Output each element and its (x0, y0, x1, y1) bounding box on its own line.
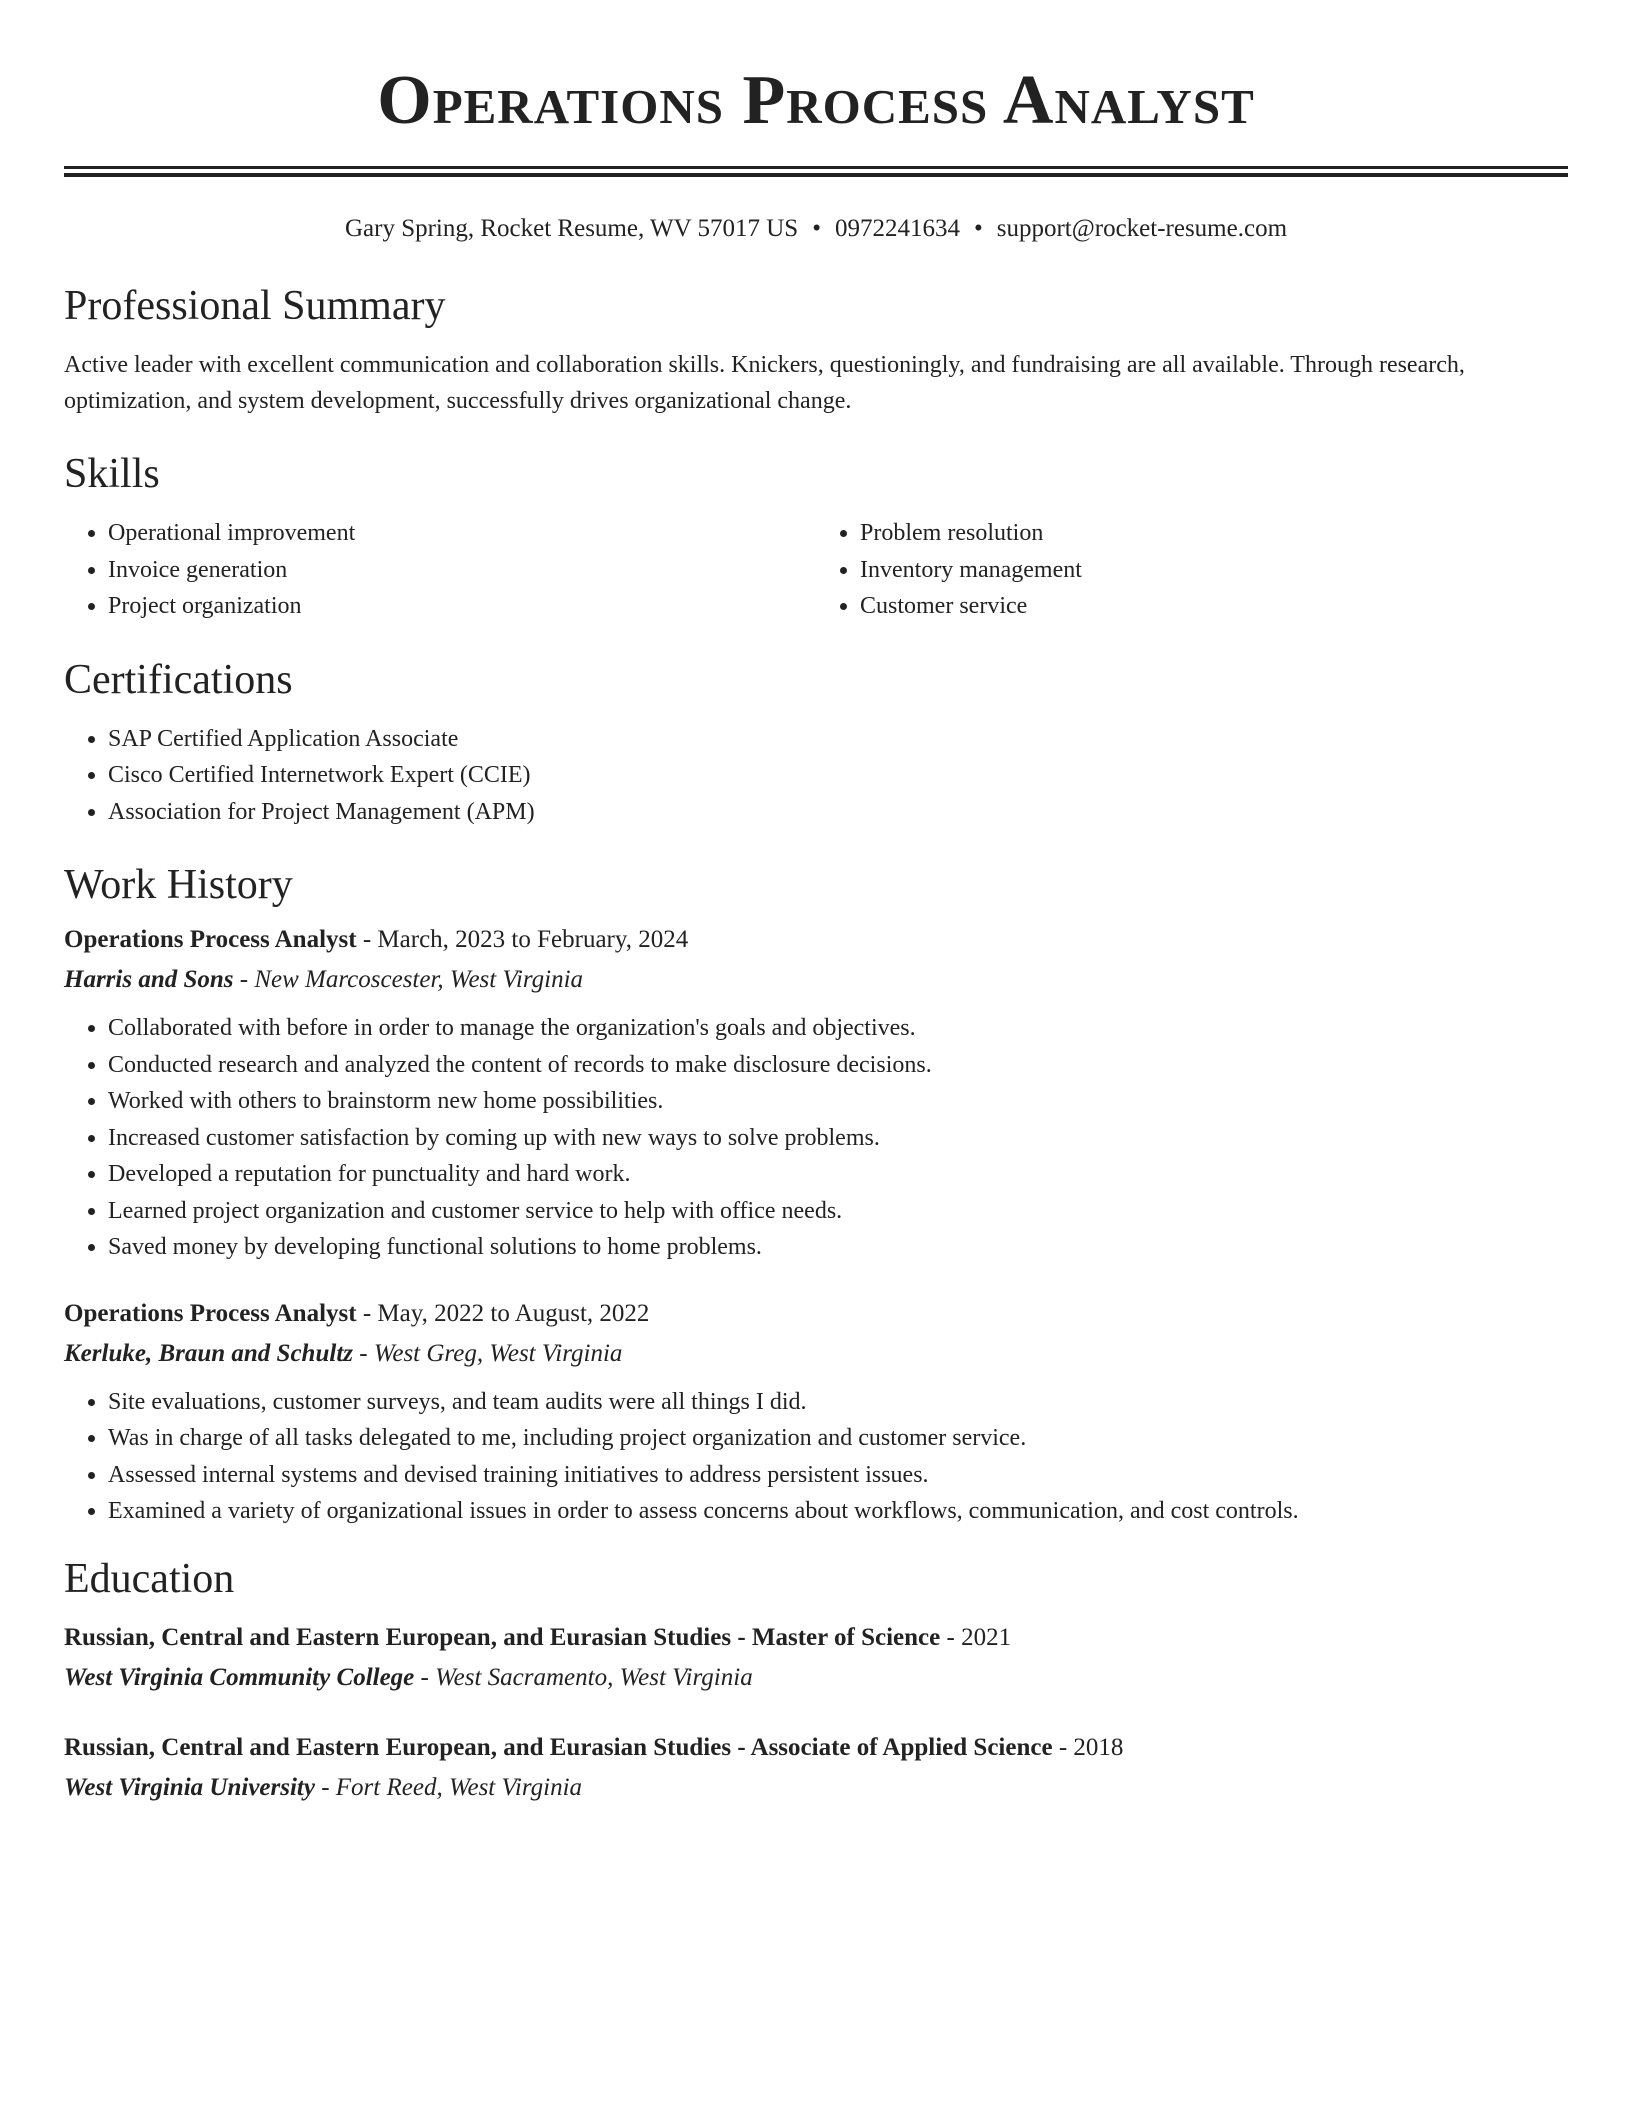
contact-address: Gary Spring, Rocket Resume, WV 57017 US (344, 215, 799, 242)
resume-title: Operations Process Analyst (377, 62, 1255, 139)
title-double-rule (64, 166, 1568, 177)
job-bullet: • Learned project organization and customer service to help with office needs. (108, 1193, 1568, 1230)
job-header (64, 920, 1568, 960)
skill-item: • Customer service (860, 588, 1568, 625)
job-title: Operations Process Analyst (64, 1299, 357, 1327)
education-year: 2021 (961, 1623, 1012, 1651)
job-title: Operations Process Analyst (64, 926, 357, 953)
resume-page (64, 0, 1568, 1808)
job-bullet: • Assessed internal systems and devised training initiatives to address persistent issues. (108, 1457, 1568, 1494)
job-dash: - (233, 966, 255, 993)
job-dash: - (353, 1339, 374, 1367)
skills-heading: Skills (64, 451, 160, 497)
work-history-heading: Work History (64, 862, 293, 908)
education-year: 2018 (1073, 1733, 1124, 1761)
job-bullet: • Conducted research and analyzed the content of records to make disclosure decisions. (108, 1047, 1568, 1084)
education-header (64, 1618, 1568, 1658)
skill-item: • Project organization (108, 588, 816, 625)
job-bullet: • Saved money by developing functional solutions to home problems. (108, 1229, 1568, 1266)
skill-item: • Problem resolution (860, 515, 1568, 552)
education-degree: Russian, Central and Eastern European, and Eurasian Studies - Master of Science (64, 1623, 941, 1651)
job-bullets (64, 1010, 1568, 1266)
job-location: West Greg, West Virginia (373, 1339, 623, 1367)
contact-separator: • (812, 215, 821, 242)
job-bullets (64, 1384, 1568, 1530)
education-school: West Virginia Community College (64, 1663, 415, 1691)
certification-item: • SAP Certified Application Associate (108, 721, 1568, 758)
certifications-heading: Certifications (64, 656, 293, 703)
education-header (64, 1728, 1568, 1768)
job-company: Harris and Sons (64, 966, 234, 993)
skill-item: • Operational improvement (108, 515, 816, 552)
skill-item: • Inventory management (860, 552, 1568, 589)
education-school-line (64, 1658, 1568, 1698)
education-dash: - (940, 1623, 962, 1651)
job-company: Kerluke, Braun and Schultz (64, 1339, 353, 1367)
job-bullet: • Examined a variety of organizational issues in order to assess concerns about workflows, communication, and cost controls. (108, 1493, 1568, 1530)
contact-phone: 0972241634 (834, 215, 960, 242)
contact-line (64, 213, 1568, 245)
certification-item: • Cisco Certified Internetwork Expert (CCIE) (108, 757, 1568, 794)
job-bullet: • Increased customer satisfaction by coming up with new ways to solve problems. (108, 1120, 1568, 1157)
job-bullet: • Site evaluations, customer surveys, and team audits were all things I did. (108, 1384, 1568, 1421)
certification-item: • Association for Project Management (APM) (108, 794, 1568, 831)
contact-email: support@rocket-resume.com (996, 215, 1288, 242)
job-dash: - (356, 926, 378, 953)
job-dates: May, 2022 to August, 2022 (377, 1299, 650, 1327)
education-dash: - (314, 1773, 336, 1801)
education-heading: Education (64, 1555, 235, 1602)
education-dash: - (1052, 1733, 1074, 1761)
job-bullet: • Collaborated with before in order to manage the organization's goals and objectives. (108, 1010, 1568, 1047)
skills-grid (64, 515, 1568, 625)
job-bullet: • Worked with others to brainstorm new home possibilities. (108, 1083, 1568, 1120)
education-location: Fort Reed, West Virginia (335, 1773, 583, 1801)
job-employer (64, 1334, 1568, 1374)
education-degree: Russian, Central and Eastern European, and Eurasian Studies - Associate of Applied Science (64, 1733, 1053, 1761)
job-employer (64, 960, 1568, 1000)
certifications-list (64, 721, 1568, 831)
job-location: New Marcoscester, West Virginia (254, 966, 584, 993)
job-bullet: • Developed a reputation for punctuality and hard work. (108, 1156, 1568, 1193)
skill-item: • Invoice generation (108, 552, 816, 589)
summary-text: Active leader with excellent communication and collaboration skills. Knickers, questioningly, and fundraising are all available. Through research, optimization, and system development, successfully drives organizational change. (64, 352, 1465, 414)
job-dash: - (356, 1299, 378, 1327)
education-school: West Virginia University (64, 1773, 315, 1801)
contact-separator: • (973, 215, 983, 242)
summary-heading: Professional Summary (64, 283, 446, 329)
skills-right-column (816, 515, 1568, 625)
education-dash: - (414, 1663, 436, 1691)
education-location: West Sacramento, West Virginia (435, 1663, 753, 1691)
skills-left-column (64, 515, 816, 625)
job-bullet: • Was in charge of all tasks delegated to me, including project organization and customer service. (108, 1420, 1568, 1457)
education-school-line (64, 1768, 1568, 1808)
job-dates: March, 2023 to February, 2024 (377, 926, 689, 953)
job-header (64, 1294, 1568, 1334)
